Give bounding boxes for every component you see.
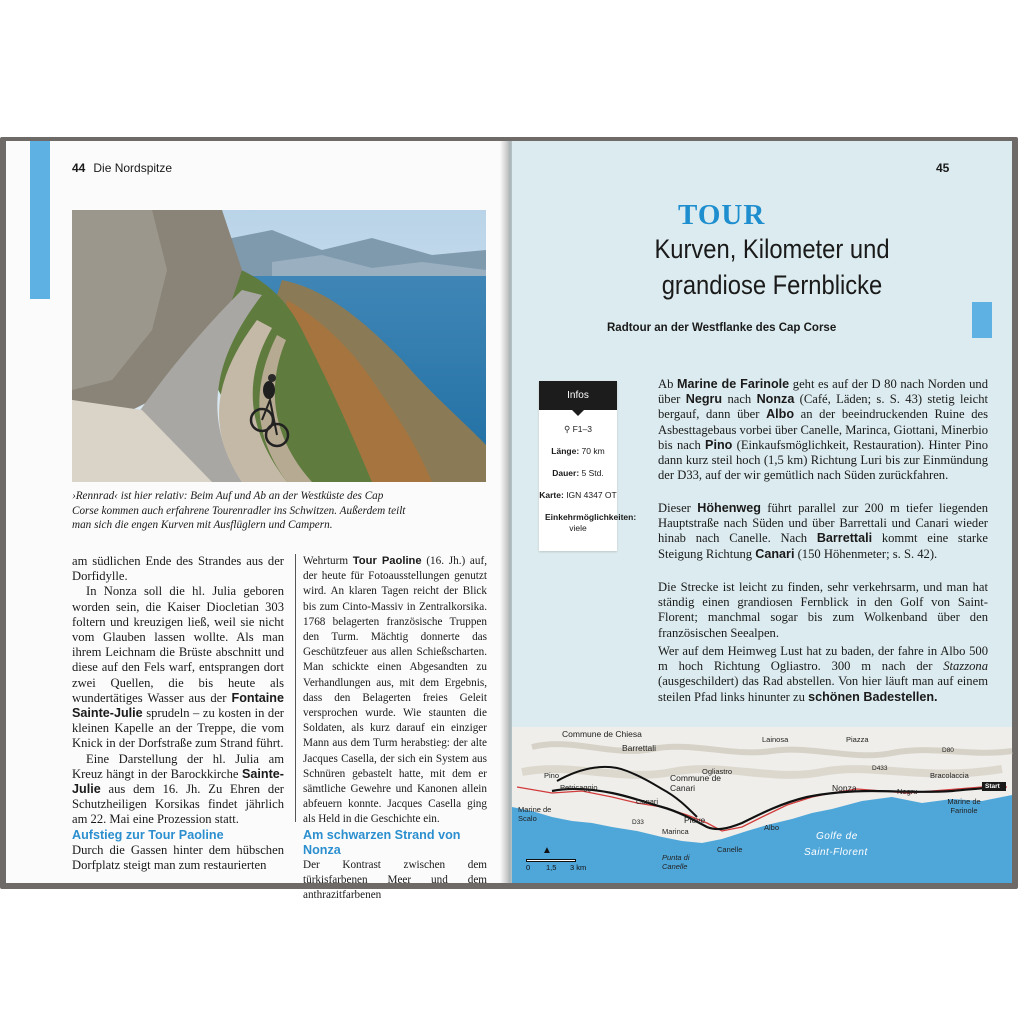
map-scale-0: 0 [526, 863, 531, 872]
map-scale-line [526, 859, 576, 862]
subhead-tour-paoline: Aufstieg zur Tour Paoline [72, 827, 224, 842]
info-location [539, 424, 617, 435]
left-page-number: 44 [72, 161, 86, 175]
t2a: Dieser [658, 501, 698, 515]
left-section-title: Die Nordspitze [93, 161, 173, 175]
info-length-label: Länge: [551, 446, 580, 456]
map-lainosa: Lainosa [762, 735, 789, 744]
col1-paragraph-3 [72, 752, 284, 828]
t1c: geht es auf der D 80 nach Norden und über [658, 377, 988, 407]
t4c: (ausgeschildert) das Rad abstellen. Von hier läuft man auf einem steilen Pfad links hinunter zu [658, 674, 988, 704]
map-road-d80: D80 [942, 747, 954, 754]
info-stops-value: viele [569, 523, 587, 533]
right-running-head [936, 161, 957, 175]
map-commune-de-chiesa: Commune de Chiesa [562, 729, 642, 739]
info-duration-label: Dauer: [552, 468, 580, 478]
negru: Negru [685, 392, 723, 407]
marine-de-farinole: Marine de Farinole [677, 377, 790, 391]
info-map [539, 490, 617, 501]
map-road-d433: D433 [872, 765, 888, 772]
photo-caption: ›Rennrad‹ ist hier relativ: Beim Auf und Ab an der Westküste des Cap Corse kommen auch erfahrene Tourenradler ins Schwitzen. Außerdem teilt man sich die engen Kurven mit Ausflüglern und Campern. [72, 490, 406, 531]
sainte-julie: Sainte-Julie [72, 766, 284, 797]
info-duration-value: 5 Std. [581, 468, 604, 478]
tour-label: TOUR [678, 199, 766, 231]
t1k: (Einkaufsmöglichkeit, Restauration). Hinter Pino dann kurz steil hoch (1,5 km) Richtung Luri bis zur Einmündung der D33, auf der wir gemütlich nach Süden zurückfahren. [658, 437, 988, 483]
info-stops [539, 512, 637, 534]
map-marine-de-farinole: Marine de Farinole [947, 797, 981, 815]
map-scale-bar [526, 859, 590, 872]
info-length-value: 70 km [581, 446, 605, 456]
info-box-header: Infos [539, 381, 617, 410]
stazzona: Stazzona [943, 659, 988, 674]
col1-paragraph-2 [72, 584, 284, 751]
t1a: Ab [658, 377, 677, 391]
map-nonza: Nonza [832, 783, 857, 793]
hoehenweg: Höhenweg [697, 501, 761, 515]
tour-paragraph-4 [658, 644, 988, 705]
subhead-schwarzer-strand: Am schwarzen Strand von Nonza [303, 827, 461, 857]
info-location-value: F1–3 [572, 424, 592, 434]
tour-title-line-1: Kurven, Kilometer und [654, 234, 890, 264]
col1-p3-text-end: aus dem 16. Jh. Zu Ehren der Schutzheiligen Korsikas findet jährlich am 22. Mai eine Prozession statt. [72, 782, 284, 827]
route-map [512, 727, 1012, 883]
tour-title [596, 231, 948, 303]
map-ogliastro: Ogliastro [702, 767, 733, 776]
tour-paragraph-1 [658, 377, 988, 483]
map-road-d33: D33 [632, 819, 644, 826]
badestellen: schönen Badestellen. [808, 689, 938, 704]
map-scale-1-5: 1,5 [546, 863, 557, 872]
left-edge-tab [30, 141, 50, 299]
tour-title-line-2: grandiose Fernblicke [661, 270, 883, 300]
column-divider [295, 554, 296, 822]
t2c: führt parallel zur 200 m tiefer liegenden Hauptstraße nach Süden und über Barrettali und Canari wieder hinab nach Canelle. Nach [658, 501, 988, 546]
info-map-label: Karte: [539, 490, 564, 500]
col1-paragraph-1: am südlichen Ende des Strandes aus der Dorfidylle. [72, 554, 284, 584]
map-pieve: Pieve [684, 815, 706, 825]
map-albo: Albo [764, 823, 780, 832]
map-marine-de-scalo: Marine de Scalo [518, 805, 552, 823]
info-length [539, 446, 617, 457]
t1g: (Café, Läden; s. S. 43) stetig leicht bergauf, dann über [658, 392, 989, 422]
col2-p1-text: Wehrturm [303, 555, 353, 567]
t1i: an der beeindruckenden Ruine des Asbesttagebaus vorbei über Canelle, Marinca, Giottani, Minerbio bis nach [658, 407, 988, 452]
info-duration [539, 468, 617, 479]
info-stops-label: Einkehrmöglichkeiten: [545, 512, 637, 522]
map-sea-label-2: Saint-Florent [804, 847, 868, 858]
col1-p2-text: In Nonza soll die hl. Julia geboren worden sein, die Kaiser Diocletian 303 foltern und kreuzigen ließ, weil sie nicht vom Glauben lassen wollte. Als man ihrem Leichnam die Brüste abschnitt und diese auf den Fels warf, entsprangen dort zwei Quellen, die bis heute als wundertätiges Wasser aus der [72, 584, 284, 705]
fontaine-sainte-julie: Fontaine Sainte-Julie [72, 690, 284, 721]
right-page [512, 141, 1012, 883]
barrettali: Barrettali [816, 531, 873, 546]
open-book [0, 137, 1024, 902]
tour-paragraph-3: Die Strecke ist leicht zu finden, sehr verkehrsarm, und man hat ständig einen grandiosen Fernblick in den Golf von Saint-Florent; manchmal sogar bis zum Wolkenband über den französischen Seealpen. [658, 580, 988, 640]
map-start-marker: Start [985, 783, 1000, 790]
col1-paragraph-4: Durch die Gassen hinter dem hübschen Dorfplatz steigt man zum restaurierten [72, 842, 284, 873]
col1-p3-text: Eine Darstellung der hl. Julia am Kreuz hängt in der Barockkirche [72, 751, 284, 781]
left-running-head [72, 161, 172, 175]
north-arrow-icon: ▲ [542, 845, 552, 856]
canari: Canari [755, 546, 795, 561]
map-marinca: Marinca [662, 827, 689, 836]
map-pino: Pino [544, 771, 560, 780]
t2e: kommt eine starke Steigung Richtung [658, 531, 988, 561]
albo: Albo [766, 407, 795, 422]
col2-p1-text-end: (16. Jh.) auf, der heute für Fotoausstellungen genutzt wird. An klaren Tagen reicht der Blick bis zum Cinto-Massiv in Zentralkorsika. 1768 belagerten französische Truppen den Turm. Mächtig donnerte das Geschützfeuer aus allen Schießscharten. Man schickte einen Abgesandten zu Verhandlungen aus, mit dem Ergebnis, dass den Belagerten freies Geleit versprochen wurde. Wie staunten die Soldaten, als kurz darauf ein einziger Mann aus dem Turm herabstieg: der alte Jacques Casella, der sich ein System aus Schnüren gebastelt hatte, mit dem er sämtliche Gewehre und Kanonen allein abfeuern konnte. Jacques Casella ging als Held in die Geschichte ein. [303, 555, 487, 826]
t2g: (150 Höhenmeter; s. S. 42). [794, 546, 938, 561]
map-petricaggio: Petricaggio [560, 783, 598, 792]
map-negru: Negru [897, 787, 918, 796]
map-punta-di-canelle: Punta di Canelle [662, 853, 690, 871]
col1-p2-text-end: sprudeln – zu kosten in der kleinen Kapelle an der Treppe, die vom Knick in der Dorfstraße zum Strand führt. [72, 706, 284, 751]
tour-paoline: Tour Paoline [352, 555, 422, 567]
map-commune-de-canari: Commune de Canari [670, 773, 722, 793]
left-column-2 [303, 554, 487, 904]
nonza: Nonza [756, 392, 795, 407]
coastal-road-illustration [72, 210, 486, 482]
map-bracolaccia: Bracolaccia [930, 771, 969, 780]
tour-paragraph-2 [658, 501, 988, 562]
pino: Pino [705, 437, 733, 452]
left-page [6, 141, 506, 902]
map-canari: Canari [636, 797, 659, 806]
t4a: Wer auf dem Heimweg Lust hat zu baden, der fahre in Albo 500 m hoch Richtung Ogliastro. 300 m nach der [658, 644, 988, 674]
tour-subtitle: Radtour an der Westflanke des Cap Corse [607, 322, 837, 334]
right-page-number: 45 [936, 161, 950, 175]
info-box [539, 381, 637, 551]
map-sea-label-1: Golfe de [816, 831, 858, 842]
location-pin-icon: ⚲ [564, 424, 571, 434]
col2-paragraph-1 [303, 554, 487, 828]
right-edge-tab [972, 302, 992, 338]
map-barrettali: Barrettali [622, 743, 657, 753]
cyclist-photo [72, 210, 486, 482]
info-map-value: IGN 4347 OT [566, 490, 617, 500]
col2-paragraph-2: Der Kontrast zwischen dem türkisfarbenen Meer und dem anthrazitfarbenen [303, 859, 487, 902]
left-column-1 [72, 554, 284, 873]
t1e: nach [722, 392, 757, 407]
map-canelle: Canelle [717, 845, 743, 854]
map-scale-3km: 3 km [570, 863, 587, 872]
map-piazza: Piazza [846, 735, 869, 744]
